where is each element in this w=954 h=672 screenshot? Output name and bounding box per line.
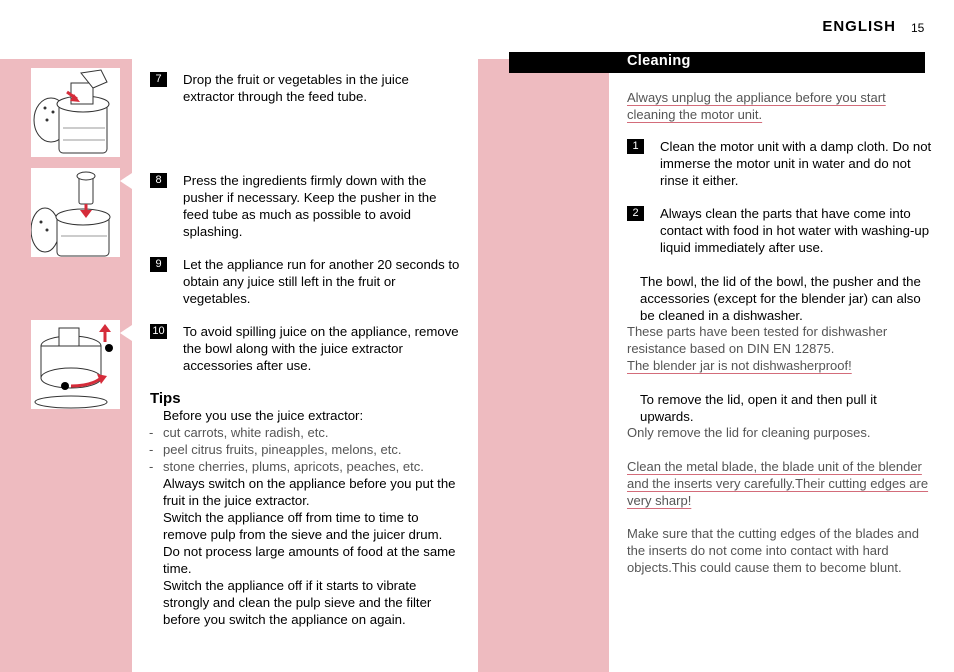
lid-text: To remove the lid, open it and then pull it upwards.: [640, 392, 877, 424]
step-text: Let the appliance run for another 20 seconds to obtain any juice still left in the fruit or vegetables.: [183, 257, 460, 306]
tip-item: - peel citrus fruits, pineapples, melons, etc.: [149, 442, 402, 457]
tested-note: These parts have been tested for dishwasher resistance based on DIN EN 12875.: [627, 324, 888, 356]
step-number: 7: [150, 72, 167, 87]
tip-note: Do not process large amounts of food at the same time.: [163, 544, 456, 576]
remove-bowl-icon: [31, 320, 120, 409]
middle-margin-band: [478, 59, 609, 672]
illustration-feed-fruit: [31, 68, 120, 157]
tips-intro: Before you use the juice extractor:: [163, 408, 364, 423]
step-number: 8: [150, 173, 167, 188]
illustration-pointer: [120, 173, 132, 189]
edges-note: Make sure that the cutting edges of the blades and the inserts do not come into contact with hard objects.This could cause them to become blunt.: [627, 526, 919, 575]
tip-note: Switch the appliance off if it starts to vibrate strongly and clean the pulp sieve and the filter before you switch the appliance on again.: [163, 578, 432, 627]
step-number: 9: [150, 257, 167, 272]
step-number: 2: [627, 206, 644, 221]
step-number: 1: [627, 139, 644, 154]
tip-note: Always switch on the appliance before you put the fruit in the juice extractor.: [163, 476, 456, 508]
pusher-icon: [31, 168, 120, 257]
blade-warning: Clean the metal blade, the blade unit of the blender and the inserts very carefully.Their cutting edges are very sharp!: [627, 459, 929, 508]
blender-note: The blender jar is not dishwasherproof!: [627, 358, 852, 373]
step-number: 10: [150, 324, 167, 339]
step-text: Always clean the parts that have come into contact with food in hot water with washing-up liquid immediately after use.: [660, 206, 930, 255]
step-text: To avoid spilling juice on the appliance, remove the bowl along with the juice extractor accessories after use.: [183, 324, 459, 373]
language-label: ENGLISH: [822, 18, 896, 35]
section-header-bar: [509, 52, 925, 73]
cleaning-warning: Always unplug the appliance before you start cleaning the motor unit.: [627, 90, 886, 122]
tips-heading: Tips: [150, 390, 181, 407]
juicer-feed-icon: [31, 68, 120, 157]
dishwasher-text: The bowl, the lid of the bowl, the pusher and the accessories (except for the blender jar) can also be cleaned in a dishwasher.: [640, 274, 921, 323]
illustration-remove-bowl: [31, 320, 120, 409]
lid-note: Only remove the lid for cleaning purposes.: [627, 425, 871, 440]
page-number: 15: [911, 21, 925, 35]
illustration-pointer: [120, 325, 132, 341]
illustration-press-pusher: [31, 168, 120, 257]
tips-block: [148, 407, 458, 628]
tip-item: - stone cherries, plums, apricots, peaches, etc.: [149, 459, 424, 474]
tip-item: - cut carrots, white radish, etc.: [149, 425, 329, 440]
step-text: Press the ingredients firmly down with the pusher if necessary. Keep the pusher in the feed tube as much as possible to avoid splashing.: [183, 173, 437, 239]
step-text: Drop the fruit or vegetables in the juice extractor through the feed tube.: [183, 72, 409, 104]
tip-note: Switch the appliance off from time to time to remove pulp from the sieve and the juicer drum.: [163, 510, 443, 542]
step-text: Clean the motor unit with a damp cloth. Do not immerse the motor unit in water and do not rinse it either.: [660, 139, 932, 188]
section-title: Cleaning: [627, 53, 691, 69]
